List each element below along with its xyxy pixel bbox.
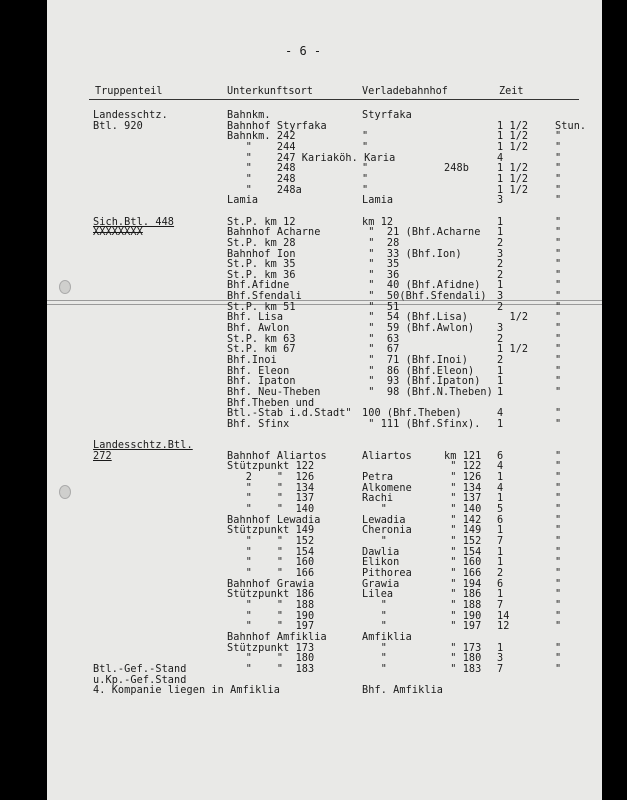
cell-r49-c1: Bahnhof Amfiklia [227, 631, 327, 643]
cell-r50-c4: 1 [497, 642, 504, 654]
cell-r11-c2: " 21 (Bhf.Acharne [362, 227, 481, 239]
cell-r35-c3: " 134 [444, 482, 482, 494]
document-page [47, 0, 602, 800]
cell-r42-c3: " 160 [444, 557, 482, 569]
cell-r52-c4: 7 [497, 663, 504, 675]
cell-r0-c0: Landesschtz. [93, 110, 168, 121]
cell-r50-c3: " 173 [444, 642, 482, 654]
cell-r50-c5: " [555, 642, 562, 654]
cell-r46-c1: " " 188 [227, 599, 315, 611]
cell-r41-c5: " [555, 546, 562, 558]
cell-r29-c2: " 111 (Bhf.Sfinx). [362, 418, 481, 430]
cell-r23-c4: 2 [497, 355, 504, 366]
cell-r16-c2: " 40 (Bhf.Afidne) [362, 280, 481, 292]
cell-r32-c2: Aliartos [362, 450, 412, 462]
cell-r15-c4: 2 [497, 269, 504, 281]
cell-r1-c0: Btl. 920 [93, 120, 143, 132]
cell-r12-c5: " [555, 237, 562, 249]
cell-r45-c4: 1 [497, 589, 504, 601]
cell-r3-c2: " [362, 141, 369, 153]
cell-r19-c4: 1/2 [497, 312, 529, 324]
cell-r21-c1: St.P. km 63 [227, 333, 296, 345]
cell-r51-c4: 3 [497, 653, 504, 665]
cell-r24-c1: Bhf. Eleon [227, 365, 290, 377]
cell-r36-c1: " " 137 [227, 493, 315, 505]
cell-r4-c4: 4 [497, 152, 504, 164]
cell-r36-c5: " [555, 493, 562, 505]
cell-r32-c1: Bahnhof Aliartos [227, 450, 327, 462]
cell-r5-c2: " [362, 163, 369, 175]
cell-r44-c2: Grawia [362, 578, 400, 590]
cell-r47-c2: " [362, 610, 387, 622]
cell-r17-c5: " [555, 291, 562, 303]
cell-r22-c5: " [555, 344, 562, 356]
cell-r26-c5: " [555, 386, 562, 398]
cell-r44-c3: " 194 [444, 578, 482, 590]
cell-r45-c1: Stützpunkt 186 [227, 589, 315, 601]
cell-r22-c2: " 67 [362, 344, 400, 356]
cell-r40-c1: " " 152 [227, 536, 315, 547]
cell-r20-c2: " 59 (Bhf.Awlon) [362, 323, 475, 334]
cell-r40-c5: " [555, 536, 562, 547]
cell-r24-c4: 1 [497, 365, 504, 377]
cell-r28-c1: Btl.-Stab i.d.Stadt" [227, 408, 352, 420]
cell-r42-c1: " " 160 [227, 557, 315, 569]
cell-r38-c2: Lewadia [362, 514, 406, 526]
cell-r48-c4: 12 [497, 621, 510, 633]
cell-r8-c1: Lamia [227, 195, 259, 207]
cell-r14-c4: 2 [497, 259, 504, 271]
cell-r33-c5: " [555, 461, 562, 473]
cell-r38-c1: Bahnhof Lewadia [227, 514, 321, 526]
cell-r17-c1: Bhf.Sfendali [227, 291, 302, 303]
cell-r54-c0: 4. Kompanie liegen in Amfiklia [93, 685, 281, 697]
cell-r32-c3: km 121 [444, 450, 482, 462]
cell-r34-c4: 1 [497, 472, 504, 484]
cell-r52-c0: Btl.-Gef.-Stand [93, 663, 187, 675]
cell-r0-c1: Bahnkm. [227, 110, 271, 121]
header-zeit: Zeit [499, 86, 524, 97]
cell-r14-c1: St.P. km 35 [227, 259, 296, 271]
cell-r1-c4: 1 1/2 [497, 120, 529, 132]
cell-r54-c2: Bhf. Amfiklia [362, 685, 444, 697]
cell-r10-c5: " [555, 216, 562, 228]
cell-r47-c1: " " 190 [227, 610, 315, 622]
cell-r8-c2: Lamia [362, 195, 394, 207]
cell-r44-c4: 6 [497, 578, 504, 590]
cell-r37-c4: 5 [497, 504, 504, 516]
punch-hole [59, 280, 71, 294]
cell-r47-c3: " 190 [444, 610, 482, 622]
cell-r46-c3: " 188 [444, 599, 482, 611]
cell-r48-c2: " [362, 621, 387, 633]
cell-r28-c4: 4 [497, 408, 504, 420]
cell-r31-c0: Landesschtz.Btl. [93, 440, 193, 452]
cell-r11-c0: XXXXXXXX [93, 227, 143, 239]
cell-r48-c1: " " 197 [227, 621, 315, 633]
cell-r6-c1: " 248 [227, 173, 296, 185]
cell-r52-c1: " " 183 [227, 663, 315, 675]
cell-r20-c4: 3 [497, 323, 504, 334]
cell-r21-c4: 2 [497, 333, 504, 345]
cell-r38-c3: " 142 [444, 514, 482, 526]
cell-r37-c3: " 140 [444, 504, 482, 516]
cell-r13-c1: Bahnhof Ion [227, 248, 296, 260]
cell-r14-c5: " [555, 259, 562, 271]
cell-r34-c5: " [555, 472, 562, 484]
cell-r12-c4: 2 [497, 237, 504, 249]
cell-r26-c1: Bhf. Neu-Theben [227, 386, 321, 398]
cell-r39-c3: " 149 [444, 525, 482, 537]
cell-r32-c5: " [555, 450, 562, 462]
cell-r35-c1: " " 134 [227, 482, 315, 494]
cell-r1-c5: Stun. [555, 120, 587, 132]
cell-r5-c5: " [555, 163, 562, 175]
cell-r42-c5: " [555, 557, 562, 569]
cell-r25-c1: Bhf. Ipaton [227, 376, 296, 388]
cell-r42-c2: Elikon [362, 557, 400, 569]
cell-r53-c0: u.Kp.-Gef.Stand [93, 674, 187, 686]
cell-r32-c0: 272 [93, 450, 112, 462]
cell-r33-c3: " 122 [444, 461, 482, 473]
cell-r49-c2: Amfiklia [362, 631, 412, 643]
cell-r29-c1: Bhf. Sfinx [227, 418, 290, 430]
cell-r51-c1: " " 180 [227, 653, 315, 665]
cell-r13-c2: " 33 (Bhf.Ion) [362, 248, 462, 260]
cell-r15-c1: St.P. km 36 [227, 269, 296, 281]
cell-r23-c2: " 71 (Bhf.Inoi) [362, 355, 468, 366]
cell-r3-c4: 1 1/2 [497, 141, 529, 153]
cell-r18-c5: " [555, 301, 562, 313]
cell-r18-c4: 2 [497, 301, 504, 313]
cell-r19-c1: Bhf. Lisa [227, 312, 284, 324]
cell-r20-c5: " [555, 323, 562, 334]
cell-r41-c1: " " 154 [227, 546, 315, 558]
cell-r4-c5: " [555, 152, 562, 164]
cell-r6-c2: " [362, 173, 369, 185]
cell-r50-c1: Stützpunkt 173 [227, 642, 315, 654]
cell-r52-c2: " [362, 663, 387, 675]
cell-r47-c4: 14 [497, 610, 510, 622]
cell-r22-c1: St.P. km 67 [227, 344, 296, 356]
cell-r12-c2: " 28 [362, 237, 400, 249]
cell-r10-c4: 1 [497, 216, 504, 228]
cell-r34-c3: " 126 [444, 472, 482, 484]
cell-r21-c2: " 63 [362, 333, 400, 345]
cell-r4-c1: " 247 Kariaköh. Karia [227, 152, 396, 164]
cell-r16-c4: 1 [497, 280, 504, 292]
cell-r7-c4: 1 1/2 [497, 184, 529, 196]
cell-r7-c1: " 248a [227, 184, 302, 196]
fold-line [47, 300, 602, 301]
cell-r46-c5: " [555, 599, 562, 611]
cell-r12-c1: St.P. km 28 [227, 237, 296, 249]
cell-r43-c2: Pithorea [362, 568, 412, 579]
cell-r41-c3: " 154 [444, 546, 482, 558]
cell-r38-c5: " [555, 514, 562, 526]
cell-r6-c5: " [555, 173, 562, 185]
cell-r39-c1: Stützpunkt 149 [227, 525, 315, 537]
cell-r36-c4: 1 [497, 493, 504, 505]
cell-r48-c3: " 197 [444, 621, 482, 633]
cell-r22-c4: 1 1/2 [497, 344, 529, 356]
cell-r10-c2: km 12 [362, 216, 394, 228]
cell-r25-c4: 1 [497, 376, 504, 388]
header-truppenteil: Truppenteil [95, 86, 163, 97]
cell-r23-c5: " [555, 355, 562, 366]
cell-r36-c3: " 137 [444, 493, 482, 505]
cell-r5-c1: " 248 [227, 163, 296, 175]
cell-r50-c2: " [362, 642, 387, 654]
cell-r40-c4: 7 [497, 536, 504, 547]
cell-r35-c5: " [555, 482, 562, 494]
cell-r17-c2: " 50(Bhf.Sfendali) [362, 291, 487, 303]
cell-r51-c3: " 180 [444, 653, 482, 665]
cell-r1-c1: Bahnhof Styrfaka [227, 120, 327, 132]
header-unterkunftsort: Unterkunftsort [227, 86, 313, 97]
cell-r15-c2: " 36 [362, 269, 400, 281]
cell-r14-c2: " 35 [362, 259, 400, 271]
cell-r39-c2: Cheronia [362, 525, 412, 537]
cell-r36-c2: Rachi [362, 493, 394, 505]
cell-r16-c5: " [555, 280, 562, 292]
cell-r47-c5: " [555, 610, 562, 622]
cell-r2-c4: 1 1/2 [497, 131, 529, 143]
cell-r29-c5: " [555, 418, 562, 430]
cell-r40-c3: " 152 [444, 536, 482, 547]
cell-r18-c1: St.P. km 51 [227, 301, 296, 313]
cell-r51-c2: " [362, 653, 387, 665]
cell-r8-c4: 3 [497, 195, 504, 207]
cell-r45-c3: " 186 [444, 589, 482, 601]
cell-r52-c3: " 183 [444, 663, 482, 675]
cell-r25-c5: " [555, 376, 562, 388]
cell-r13-c4: 3 [497, 248, 504, 260]
cell-r43-c3: " 166 [444, 568, 482, 579]
cell-r45-c2: Lilea [362, 589, 394, 601]
cell-r7-c2: " [362, 184, 369, 196]
cell-r43-c4: 2 [497, 568, 504, 579]
cell-r18-c2: " 51 [362, 301, 400, 313]
fold-line [47, 304, 602, 305]
cell-r17-c4: 3 [497, 291, 504, 303]
cell-r32-c4: 6 [497, 450, 504, 462]
cell-r16-c1: Bhf.Afidne [227, 280, 290, 292]
cell-r34-c1: 2 " 126 [227, 472, 315, 484]
cell-r21-c5: " [555, 333, 562, 345]
cell-r28-c2: 100 (Bhf.Theben) [362, 408, 462, 420]
cell-r2-c5: " [555, 131, 562, 143]
punch-hole [59, 485, 71, 499]
cell-r44-c5: " [555, 578, 562, 590]
cell-r15-c5: " [555, 269, 562, 281]
cell-r5-c3: 248b [444, 163, 469, 175]
cell-r23-c1: Bhf.Inoi [227, 355, 277, 366]
cell-r3-c1: " 244 [227, 141, 296, 153]
cell-r11-c5: " [555, 227, 562, 239]
cell-r10-c1: St.P. km 12 [227, 216, 296, 228]
cell-r25-c2: " 93 (Bhf.Ipaton) [362, 376, 481, 388]
cell-r0-c2: Styrfaka [362, 110, 412, 121]
cell-r19-c5: " [555, 312, 562, 324]
cell-r8-c5: " [555, 195, 562, 207]
cell-r43-c5: " [555, 568, 562, 579]
cell-r26-c4: 1 [497, 386, 504, 398]
header-verladebahnhof: Verladebahnhof [362, 86, 448, 97]
cell-r34-c2: Petra [362, 472, 394, 484]
page-number: - 6 - [285, 44, 322, 58]
cell-r43-c1: " " 166 [227, 568, 315, 579]
cell-r42-c4: 1 [497, 557, 504, 569]
cell-r37-c2: " [362, 504, 387, 516]
cell-r2-c1: Bahnkm. 242 [227, 131, 296, 143]
cell-r26-c2: " 98 (Bhf.N.Theben) [362, 386, 493, 398]
cell-r39-c4: 1 [497, 525, 504, 537]
cell-r10-c0: Sich.Btl. 448 [93, 216, 175, 228]
cell-r40-c2: " [362, 536, 387, 547]
cell-r6-c4: 1 1/2 [497, 173, 529, 185]
cell-r41-c2: Dawlia [362, 546, 400, 558]
cell-r3-c5: " [555, 141, 562, 153]
cell-r39-c5: " [555, 525, 562, 537]
cell-r48-c5: " [555, 621, 562, 633]
cell-r46-c4: 7 [497, 599, 504, 611]
cell-r24-c2: " 86 (Bhf.Eleon) [362, 365, 475, 377]
cell-r37-c1: " " 140 [227, 504, 315, 516]
cell-r29-c4: 1 [497, 418, 504, 430]
header-rule [89, 99, 579, 100]
cell-r44-c1: Bahnhof Grawia [227, 578, 315, 590]
cell-r27-c1: Bhf.Theben und [227, 397, 315, 409]
cell-r52-c5: " [555, 663, 562, 675]
cell-r46-c2: " [362, 599, 387, 611]
cell-r35-c4: 4 [497, 482, 504, 494]
cell-r11-c4: 1 [497, 227, 504, 239]
cell-r11-c1: Bahnhof Acharne [227, 227, 321, 239]
cell-r38-c4: 6 [497, 514, 504, 526]
cell-r35-c2: Alkomene [362, 482, 412, 494]
cell-r24-c5: " [555, 365, 562, 377]
cell-r7-c5: " [555, 184, 562, 196]
cell-r33-c1: Stützpunkt 122 [227, 461, 315, 473]
cell-r19-c2: " 54 (Bhf.Lisa) [362, 312, 468, 324]
cell-r13-c5: " [555, 248, 562, 260]
cell-r33-c4: 4 [497, 461, 504, 473]
cell-r20-c1: Bhf. Awlon [227, 323, 290, 334]
cell-r45-c5: " [555, 589, 562, 601]
cell-r5-c4: 1 1/2 [497, 163, 529, 175]
cell-r2-c2: " [362, 131, 369, 143]
cell-r41-c4: 1 [497, 546, 504, 558]
cell-r28-c5: " [555, 408, 562, 420]
cell-r51-c5: " [555, 653, 562, 665]
cell-r37-c5: " [555, 504, 562, 516]
